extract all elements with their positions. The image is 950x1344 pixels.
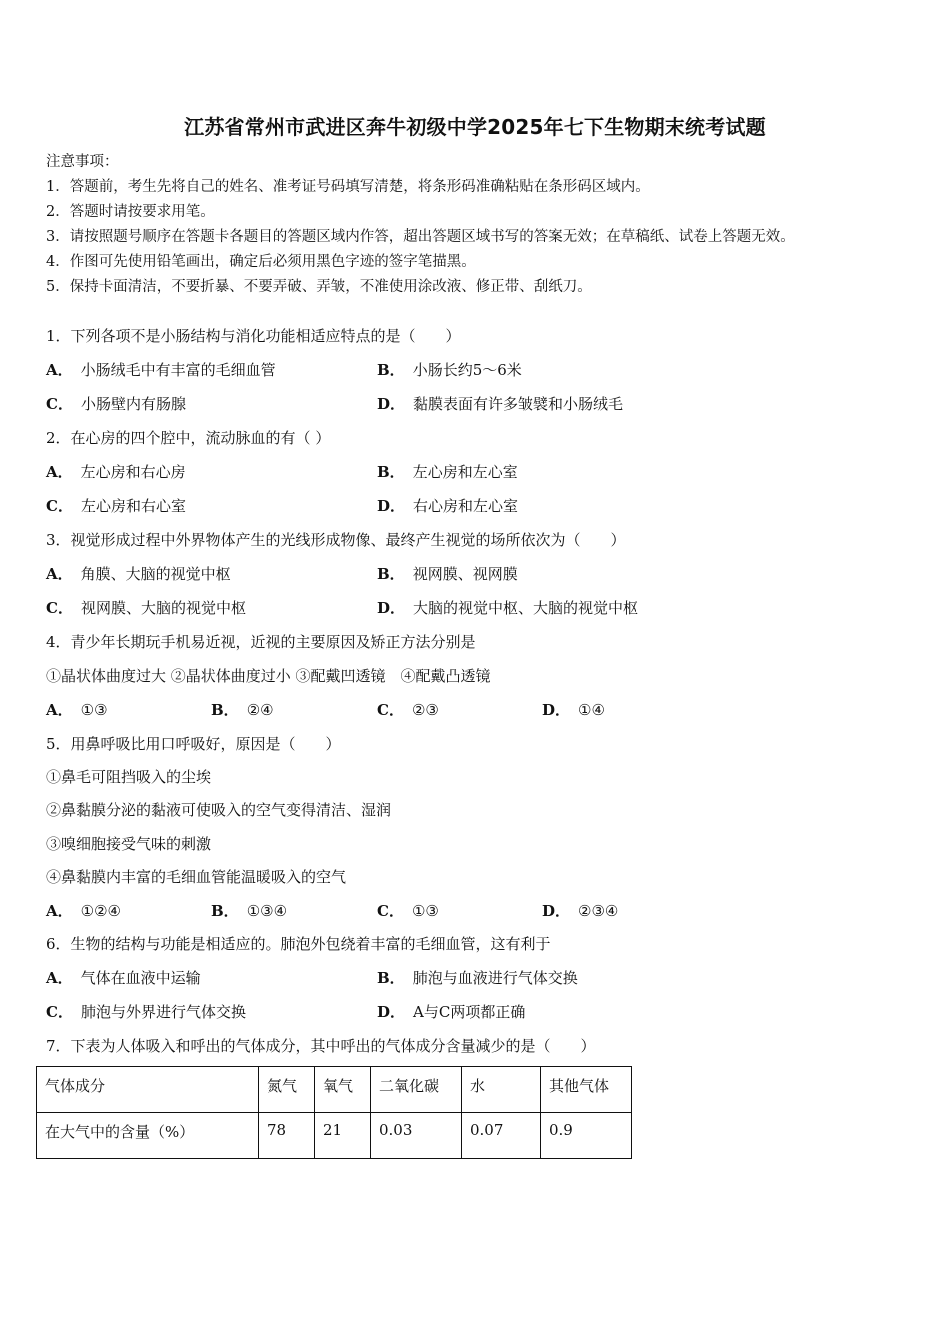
table-header-row — [37, 1067, 632, 1113]
option-d: D． 右心房和左心室 — [377, 497, 519, 515]
option-b: B． 肺泡与血液进行气体交换 — [377, 969, 578, 987]
table-cell: 0.9 — [541, 1113, 632, 1159]
table-cell: 21 — [315, 1113, 371, 1159]
option-d: D． A与C两项都正确 — [377, 1003, 526, 1021]
table-header-cell: 气体成分 — [37, 1067, 259, 1113]
table-cell: 0.03 — [371, 1113, 462, 1159]
gas-composition-table — [36, 1066, 632, 1159]
option-d: D． 大脑的视觉中枢、大脑的视觉中枢 — [377, 599, 639, 617]
table-cell: 在大气中的含量（%） — [37, 1113, 259, 1159]
question-stem: 2．在心房的四个腔中，流动脉血的有（ ） — [46, 429, 331, 447]
option-c: C． 小肠壁内有肠腺 — [46, 395, 186, 413]
option-a: A． 小肠绒毛中有丰富的毛细血管 — [46, 361, 276, 379]
notice-heading: 注意事项： — [46, 154, 119, 170]
question-sub-item: ①鼻毛可阻挡吸入的尘埃 — [46, 768, 212, 786]
option-d: D． 黏膜表面有许多皱襞和小肠绒毛 — [377, 395, 624, 413]
option-c: C． 视网膜、大脑的视觉中枢 — [46, 599, 246, 617]
question-stem: 6．生物的结构与功能是相适应的。肺泡外包绕着丰富的毛细血管，这有利于 — [46, 935, 551, 953]
notice-item: 1．答题前，考生先将自己的姓名、准考证号码填写清楚，将条形码准确粘贴在条形码区域内。 — [46, 179, 650, 195]
option-d: D． ②③④ — [542, 902, 619, 920]
table-cell: 78 — [259, 1113, 315, 1159]
table-header-cell: 氧气 — [315, 1067, 371, 1113]
question-stem: 5．用鼻呼吸比用口呼吸好，原因是（ ） — [46, 735, 341, 753]
exam-title: 江苏省常州市武进区奔牛初级中学2025年七下生物期末统考试题 — [184, 115, 766, 139]
option-b: B． 左心房和左心室 — [377, 463, 518, 481]
option-c: C． ①③ — [377, 902, 439, 920]
option-a: A． 气体在血液中运输 — [46, 969, 201, 987]
question-sub-item: ④鼻黏膜内丰富的毛细血管能温暖吸入的空气 — [46, 868, 347, 886]
option-c: C． ②③ — [377, 701, 439, 719]
option-b: B． 小肠长约5～6米 — [377, 361, 522, 379]
question-stem: 3．视觉形成过程中外界物体产生的光线形成物像、最终产生视觉的场所依次为（ ） — [46, 531, 626, 549]
option-c: C． 左心房和右心室 — [46, 497, 186, 515]
table-header-cell: 水 — [462, 1067, 541, 1113]
table-header-cell: 其他气体 — [541, 1067, 632, 1113]
option-c: C． 肺泡与外界进行气体交换 — [46, 1003, 246, 1021]
notice-item: 2．答题时请按要求用笔。 — [46, 204, 215, 220]
table-header-cell: 氮气 — [259, 1067, 315, 1113]
table-row — [37, 1113, 632, 1159]
option-a: A． 角膜、大脑的视觉中枢 — [46, 565, 231, 583]
question-stem: 1．下列各项不是小肠结构与消化功能相适应特点的是（ ） — [46, 327, 461, 345]
notice-item: 3．请按照题号顺序在答题卡各题目的答题区域内作答，超出答题区域书写的答案无效；在草稿纸、试卷上答题无效。 — [46, 229, 795, 245]
option-b: B． ②④ — [211, 701, 274, 719]
question-stem: 4．青少年长期玩手机易近视，近视的主要原因及矫正方法分别是 — [46, 633, 476, 651]
question-sub-item: ①晶状体曲度过大 ②晶状体曲度过小 ③配戴凹透镜 ④配戴凸透镜 — [46, 667, 491, 685]
notice-item: 4．作图可先使用铅笔画出，确定后必须用黑色字迹的签字笔描黑。 — [46, 254, 476, 270]
table-cell: 0.07 — [462, 1113, 541, 1159]
question-stem: 7．下表为人体吸入和呼出的气体成分，其中呼出的气体成分含量减少的是（ ） — [46, 1037, 596, 1055]
option-a: A． ①②④ — [46, 902, 121, 920]
table-header-cell: 二氧化碳 — [371, 1067, 462, 1113]
option-a: A． ①③ — [46, 701, 108, 719]
notice-item: 5．保持卡面清洁，不要折暴、不要弄破、弄皱，不准使用涂改液、修正带、刮纸刀。 — [46, 279, 592, 295]
option-b: B． 视网膜、视网膜 — [377, 565, 518, 583]
question-sub-item: ②鼻黏膜分泌的黏液可使吸入的空气变得清洁、湿润 — [46, 801, 392, 819]
option-a: A． 左心房和右心房 — [46, 463, 186, 481]
option-d: D． ①④ — [542, 701, 605, 719]
question-sub-item: ③嗅细胞接受气味的刺激 — [46, 835, 212, 853]
option-b: B． ①③④ — [211, 902, 288, 920]
